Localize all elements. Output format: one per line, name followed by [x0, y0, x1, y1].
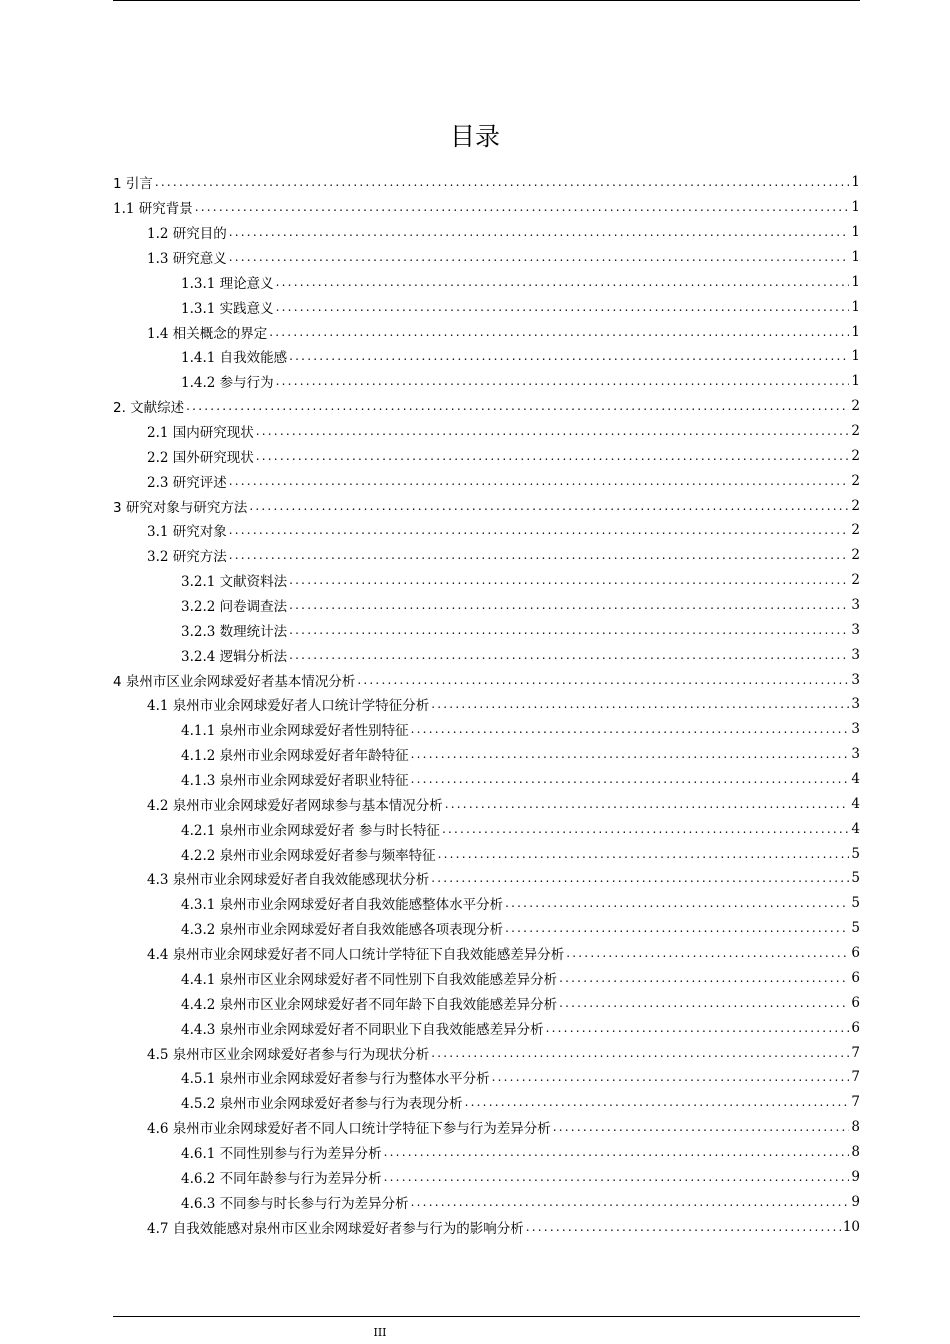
toc-entry-page: 6 — [851, 969, 860, 986]
toc-entry-page: 3 — [851, 597, 860, 614]
toc-entry-page: 5 — [851, 895, 860, 912]
toc-entry-page: 1 — [851, 298, 860, 315]
toc-entry[interactable] — [113, 468, 860, 493]
toc-entry-label: 4.4.3 泉州市业余网球爱好者不同职业下自我效能感差异分析 — [181, 1021, 544, 1038]
toc-leader-dots — [553, 1120, 850, 1134]
toc-entry[interactable] — [113, 1214, 860, 1239]
toc-entry[interactable] — [113, 269, 860, 294]
toc-entry-page: 3 — [851, 696, 860, 713]
toc-entry-label: 1.1 研究背景 — [113, 201, 193, 218]
toc-entry-page: 7 — [851, 1094, 860, 1111]
toc-entry-page: 6 — [851, 945, 860, 962]
toc-entry[interactable] — [113, 1115, 860, 1140]
toc-entry-page: 8 — [851, 1119, 860, 1136]
toc-entry-label: 2.2 国外研究现状 — [147, 449, 254, 466]
toc-leader-dots — [384, 1170, 850, 1184]
toc-entry[interactable] — [113, 1189, 860, 1214]
toc-entry[interactable] — [113, 841, 860, 866]
toc-entry-page: 6 — [851, 1019, 860, 1036]
toc-entry-page: 9 — [851, 1168, 860, 1185]
toc-entry-label: 4.4.1 泉州市区业余网球爱好者不同性别下自我效能感差异分析 — [181, 971, 558, 988]
toc-leader-dots — [559, 971, 849, 985]
toc-entry[interactable] — [113, 966, 860, 991]
toc-entry-page: 1 — [851, 224, 860, 241]
toc-leader-dots — [195, 200, 850, 214]
toc-leader-dots — [411, 1195, 850, 1209]
toc-entry-label: 1.4.2 参与行为 — [181, 375, 274, 392]
toc-entry-label: 3 研究对象与研究方法 — [113, 499, 248, 516]
toc-entry-page: 4 — [851, 795, 860, 812]
toc-entry[interactable] — [113, 791, 860, 816]
table-of-contents — [113, 170, 860, 1239]
toc-entry-page: 2 — [851, 572, 860, 589]
toc-entry[interactable] — [113, 941, 860, 966]
toc-entry[interactable] — [113, 990, 860, 1015]
toc-entry-label: 4.4 泉州市业余网球爱好者不同人口统计学特征下自我效能感差异分析 — [147, 947, 565, 964]
toc-entry-label: 1.2 研究目的 — [147, 226, 227, 243]
toc-entry[interactable] — [113, 344, 860, 369]
toc-entry[interactable] — [113, 667, 860, 692]
toc-entry-label: 4.2.2 泉州市业余网球爱好者参与频率特征 — [181, 847, 436, 864]
toc-entry-label: 3.1 研究对象 — [147, 524, 227, 541]
toc-leader-dots — [546, 1021, 850, 1035]
toc-entry-label: 4.1.2 泉州市业余网球爱好者年龄特征 — [181, 748, 409, 765]
toc-leader-dots — [445, 797, 850, 811]
toc-leader-dots — [229, 548, 850, 562]
toc-entry[interactable] — [113, 717, 860, 742]
toc-leader-dots — [269, 325, 849, 339]
toc-entry-label: 4.5 泉州市区业余网球爱好者参与行为现状分析 — [147, 1046, 430, 1063]
toc-entry[interactable] — [113, 419, 860, 444]
toc-leader-dots — [289, 349, 849, 363]
toc-entry[interactable] — [113, 195, 860, 220]
toc-entry-page: 5 — [851, 845, 860, 862]
toc-leader-dots — [276, 300, 850, 314]
toc-leader-dots — [276, 374, 850, 388]
toc-entry[interactable] — [113, 891, 860, 916]
toc-leader-dots — [431, 697, 849, 711]
toc-leader-dots — [256, 449, 850, 463]
toc-leader-dots — [431, 1046, 849, 1060]
toc-leader-dots — [505, 896, 849, 910]
toc-entry[interactable] — [113, 1090, 860, 1115]
toc-leader-dots — [492, 1070, 850, 1084]
toc-entry-page: 1 — [851, 323, 860, 340]
toc-entry-label: 1.3 研究意义 — [147, 251, 227, 267]
toc-leader-dots — [249, 499, 849, 513]
toc-entry-page: 1 — [851, 373, 860, 390]
toc-entry-label: 1 引言 — [113, 176, 153, 193]
toc-entry-label: 4.1.1 泉州市业余网球爱好者性别特征 — [181, 723, 409, 740]
header-rule — [113, 0, 860, 1]
toc-entry-label: 4.7 自我效能感对泉州市区业余网球爱好者参与行为的影响分析 — [147, 1220, 524, 1237]
toc-entry[interactable] — [113, 642, 860, 667]
toc-entry-page: 4 — [851, 820, 860, 837]
toc-entry-label: 3.2 研究方法 — [147, 549, 227, 566]
toc-entry-label: 3.2.3 数理统计法 — [181, 623, 288, 640]
toc-entry-label: 4.6 泉州市业余网球爱好者不同人口统计学特征下参与行为差异分析 — [147, 1121, 551, 1138]
toc-entry[interactable] — [113, 866, 860, 891]
toc-entry[interactable] — [113, 369, 860, 394]
toc-entry-page: 1 — [851, 273, 860, 290]
toc-entry-label: 4.1.3 泉州市业余网球爱好者职业特征 — [181, 773, 409, 790]
toc-entry[interactable] — [113, 568, 860, 593]
toc-leader-dots — [384, 1145, 850, 1159]
toc-entry-label: 1.4 相关概念的界定 — [147, 325, 268, 342]
toc-entry-label: 1.3.1 实践意义 — [181, 300, 274, 317]
toc-entry-page: 2 — [851, 497, 860, 514]
toc-entry-page: 6 — [851, 994, 860, 1011]
toc-entry-label: 4.3 泉州市业余网球爱好者自我效能感现状分析 — [147, 872, 430, 889]
toc-leader-dots — [186, 399, 849, 413]
toc-entry[interactable] — [113, 543, 860, 568]
toc-entry[interactable] — [113, 1164, 860, 1189]
toc-entry-label: 4.3.2 泉州市业余网球爱好者自我效能感各项表现分析 — [181, 922, 504, 939]
toc-entry-page: 2 — [851, 472, 860, 489]
toc-entry-label: 4.2 泉州市业余网球爱好者网球参与基本情况分析 — [147, 797, 443, 814]
toc-entry[interactable] — [113, 742, 860, 767]
toc-entry[interactable] — [113, 443, 860, 468]
toc-entry-label: 4.2.1 泉州市业余网球爱好者 参与时长特征 — [181, 822, 440, 839]
toc-leader-dots — [289, 573, 849, 587]
toc-leader-dots — [411, 772, 850, 786]
toc-entry-label: 4.6.2 不同年龄参与行为差异分析 — [181, 1170, 382, 1187]
toc-entry-label: 4.4.2 泉州市区业余网球爱好者不同年龄下自我效能感差异分析 — [181, 996, 558, 1013]
toc-entry-page: 1 — [851, 348, 860, 365]
toc-entry-label: 4.5.1 泉州市业余网球爱好者参与行为整体水平分析 — [181, 1071, 490, 1088]
toc-entry-label: 1.4.1 自我效能感 — [181, 350, 288, 367]
toc-entry[interactable] — [113, 245, 860, 270]
toc-entry-page: 2 — [851, 547, 860, 564]
toc-entry[interactable] — [113, 220, 860, 245]
toc-entry-page: 1 — [851, 199, 860, 216]
toc-entry-page: 3 — [851, 671, 860, 688]
toc-entry-page: 2 — [851, 447, 860, 464]
toc-entry[interactable] — [113, 816, 860, 841]
toc-entry-page: 7 — [851, 1069, 860, 1086]
toc-entry[interactable] — [113, 518, 860, 543]
toc-entry-page: 9 — [851, 1193, 860, 1210]
toc-entry[interactable] — [113, 767, 860, 792]
toc-leader-dots — [289, 648, 849, 662]
toc-entry[interactable] — [113, 1065, 860, 1090]
toc-entry-page: 3 — [851, 646, 860, 663]
page-title: 目录 — [449, 121, 500, 151]
toc-entry[interactable] — [113, 617, 860, 642]
toc-entry-page: 2 — [851, 398, 860, 415]
toc-leader-dots — [526, 1220, 841, 1234]
toc-entry-label: 1.3.1 理论意义 — [181, 275, 274, 292]
toc-leader-dots — [559, 996, 849, 1010]
toc-entry-page: 3 — [851, 621, 860, 638]
toc-leader-dots — [566, 946, 849, 960]
toc-leader-dots — [289, 623, 849, 637]
toc-entry-label: 3.2.1 文献资料法 — [181, 574, 288, 591]
toc-leader-dots — [442, 822, 849, 836]
toc-leader-dots — [155, 175, 850, 189]
toc-entry-label: 3.2.2 问卷调查法 — [181, 599, 288, 616]
toc-entry-label: 4 泉州市区业余网球爱好者基本情况分析 — [113, 673, 356, 690]
toc-leader-dots — [229, 523, 850, 537]
toc-leader-dots — [229, 474, 850, 488]
toc-entry[interactable] — [113, 593, 860, 618]
toc-entry-page: 2 — [851, 423, 860, 440]
toc-entry[interactable] — [113, 1140, 860, 1165]
toc-entry-label: 4.6.3 不同参与时长参与行为差异分析 — [181, 1195, 409, 1212]
toc-entry-label: 4.5.2 泉州市业余网球爱好者参与行为表现分析 — [181, 1096, 463, 1113]
toc-entry-label: 4.1 泉州市业余网球爱好者人口统计学特征分析 — [147, 698, 430, 715]
toc-leader-dots — [256, 424, 850, 438]
toc-entry-page: 2 — [851, 522, 860, 539]
toc-leader-dots — [438, 847, 850, 861]
toc-entry[interactable] — [113, 692, 860, 717]
toc-entry[interactable] — [113, 916, 860, 941]
toc-entry[interactable] — [113, 294, 860, 319]
toc-entry-page: 8 — [851, 1143, 860, 1160]
footer-page-number: III — [373, 1326, 387, 1339]
toc-entry-label: 2.3 研究评述 — [147, 474, 227, 491]
toc-entry-page: 5 — [851, 920, 860, 937]
toc-leader-dots — [411, 747, 850, 761]
toc-leader-dots — [357, 673, 849, 687]
toc-leader-dots — [505, 921, 849, 935]
toc-entry-label: 2.1 国内研究现状 — [147, 425, 254, 442]
toc-entry[interactable] — [113, 493, 860, 518]
toc-entry[interactable] — [113, 1040, 860, 1065]
toc-entry-page: 10 — [842, 1218, 860, 1235]
toc-entry[interactable] — [113, 394, 860, 419]
toc-entry-label: 3.2.4 逻辑分析法 — [181, 648, 288, 665]
toc-leader-dots — [431, 871, 849, 885]
toc-entry[interactable] — [113, 170, 860, 195]
toc-leader-dots — [276, 275, 850, 289]
toc-entry-label: 4.3.1 泉州市业余网球爱好者自我效能感整体水平分析 — [181, 897, 504, 914]
toc-entry-page: 7 — [851, 1044, 860, 1061]
toc-entry[interactable] — [113, 1015, 860, 1040]
toc-entry-page: 4 — [851, 771, 860, 788]
toc-entry-label: 4.6.1 不同性别参与行为差异分析 — [181, 1145, 382, 1162]
toc-leader-dots — [465, 1095, 850, 1109]
toc-leader-dots — [411, 722, 850, 736]
toc-entry-label: 2. 文献综述 — [113, 400, 185, 417]
toc-entry-page: 1 — [851, 174, 860, 191]
toc-entry-page: 5 — [851, 870, 860, 887]
toc-leader-dots — [229, 250, 850, 264]
toc-leader-dots — [289, 598, 849, 612]
toc-entry-page: 3 — [851, 721, 860, 738]
toc-entry-page: 1 — [851, 249, 860, 265]
footer-rule — [113, 1316, 860, 1317]
toc-entry[interactable] — [113, 319, 860, 344]
toc-entry-page: 3 — [851, 746, 860, 763]
toc-leader-dots — [229, 225, 850, 239]
